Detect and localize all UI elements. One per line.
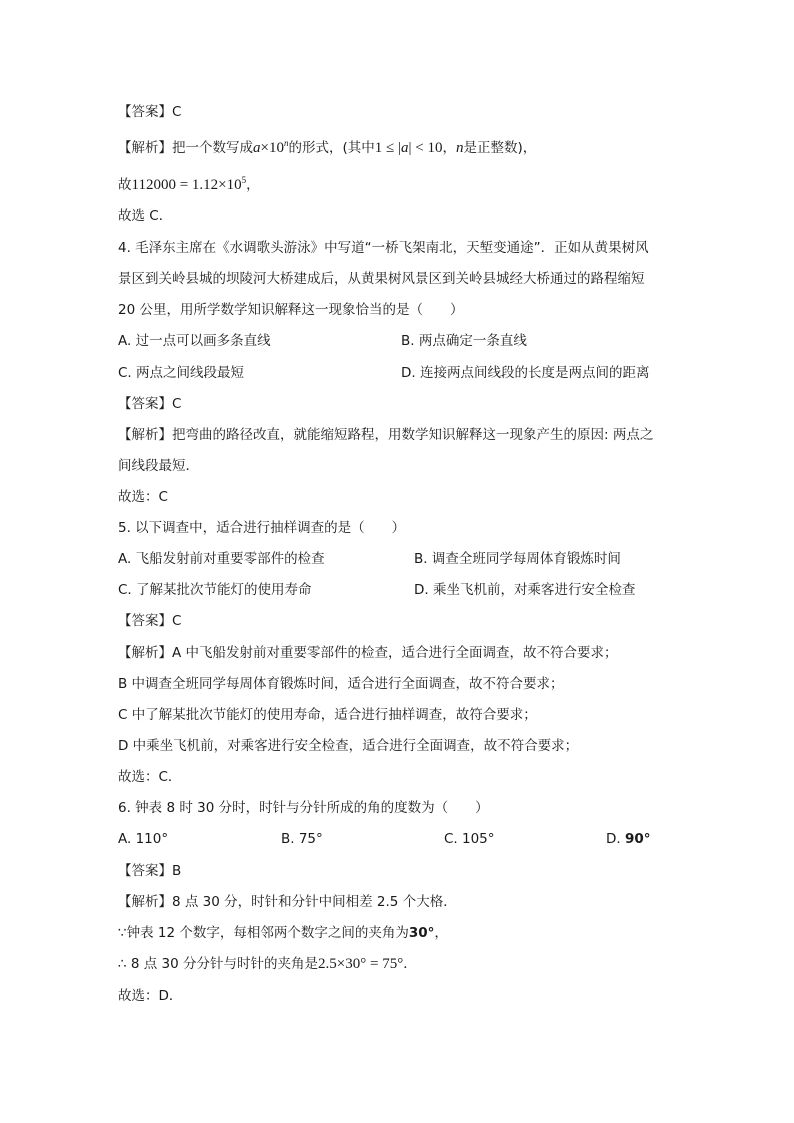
q3-analysis-suffix: 是正整数)， bbox=[463, 140, 537, 156]
q4-answer: 【答案】C bbox=[118, 396, 182, 412]
q4-stem-line-3: 20 公里，用所学数学知识解释这一现象恰当的是（ ） bbox=[118, 302, 464, 318]
q5-choose: 故选：C． bbox=[118, 769, 182, 785]
q6-analysis-line-2: ∵钟表 12 个数字，每相邻两个数字之间的夹角为30°， bbox=[118, 925, 448, 941]
q6-option-b: B. 75° bbox=[281, 831, 323, 847]
q3-calc: 故$112000 = 1.12\times 10^5$， bbox=[118, 175, 260, 193]
q4-option-d: D. 连接两点间线段的长度是两点间的距离 bbox=[401, 365, 650, 381]
q4-analysis-line-1: 【解析】把弯曲的路径改直，就能缩短路程，用数学知识解释这一现象产生的原因: 两点之 bbox=[118, 427, 654, 443]
q5-analysis-line-2: B 中调查全班同学每周体育锻炼时间，适合进行全面调查，故不符合要求； bbox=[118, 676, 564, 692]
q3-sci-form: $a\times 10^n$ bbox=[253, 138, 289, 156]
q3-analysis: 【解析】把一个数写成$a\times 10^n$的形式，(其中1 ≤ |a| < 10，n是正整数)， bbox=[118, 138, 537, 156]
q6-option-a: A. 110° bbox=[118, 831, 169, 847]
q4-option-b: B. 两点确定一条直线 bbox=[401, 333, 527, 349]
q3-analysis-mid: 的形式，(其中 bbox=[288, 140, 375, 156]
q4-option-c: C. 两点之间线段最短 bbox=[118, 365, 245, 381]
q3-answer: 【答案】C bbox=[118, 104, 182, 120]
q5-analysis-line-1: 【解析】A 中飞船发射前对重要零部件的检查，适合进行全面调查，故不符合要求； bbox=[118, 645, 618, 661]
q6-option-c: C. 105° bbox=[444, 831, 495, 847]
q5-analysis-line-3: C 中了解某批次节能灯的使用寿命，适合进行抽样调查，故符合要求； bbox=[118, 707, 537, 723]
q6-angle-expr: 2.5×30° = 75° bbox=[318, 956, 404, 972]
q6-stem: 6. 钟表 8 时 30 分时，时针与分针所成的角的度数为（ ） bbox=[118, 800, 489, 816]
q6-option-d: D. 90° bbox=[606, 831, 651, 847]
q5-answer: 【答案】C bbox=[118, 613, 182, 629]
q6-option-d-value: 90° bbox=[624, 831, 651, 847]
q4-analysis-line-2: 间线段最短． bbox=[118, 458, 199, 474]
q4-choose: 故选：C bbox=[118, 489, 168, 505]
q3-analysis-prefix: 【解析】把一个数写成 bbox=[118, 140, 253, 156]
q5-analysis-line-4: D 中乘坐飞机前，对乘客进行安全检查，适合进行全面调查，故不符合要求； bbox=[118, 738, 579, 754]
q5-option-a: A. 飞船发射前对重要零部件的检查 bbox=[118, 551, 325, 567]
q3-choose: 故选 C． bbox=[118, 208, 173, 224]
q5-option-b: B. 调查全班同学每周体育锻炼时间 bbox=[414, 551, 621, 567]
q6-analysis-line-1: 【解析】8 点 30 分，时针和分针中间相差 2.5 个大格． bbox=[118, 894, 457, 910]
q6-analysis-line-3: ∴ 8 点 30 分分针与时针的夹角是2.5×30° = 75°． bbox=[118, 956, 417, 972]
q4-option-a: A. 过一点可以画多条直线 bbox=[118, 333, 271, 349]
q4-stem-line-1: 4. 毛泽东主席在《水调歌头游泳》中写道“一桥飞架南北，天堑变通途”．正如从黄果树风 bbox=[118, 240, 649, 256]
q4-stem-line-2: 景区到关岭县城的坝陵河大桥建成后，从黄果树风景区到关岭县城经大桥通过的路程缩短 bbox=[118, 271, 645, 287]
q5-option-d: D. 乘坐飞机前，对乘客进行安全检查 bbox=[414, 582, 636, 598]
q6-choose: 故选：D． bbox=[118, 988, 183, 1004]
q3-calc-expr: $112000 = 1.12\times 10^5$ bbox=[131, 175, 247, 193]
q6-angle-value: 30° bbox=[408, 925, 435, 941]
q6-answer: 【答案】B bbox=[118, 863, 182, 879]
q5-stem: 5. 以下调查中，适合进行抽样调查的是（ ） bbox=[118, 520, 406, 536]
q3-condition: 1 ≤ |a| < 10 bbox=[374, 140, 443, 156]
q5-option-c: C. 了解某批次节能灯的使用寿命 bbox=[118, 582, 312, 598]
